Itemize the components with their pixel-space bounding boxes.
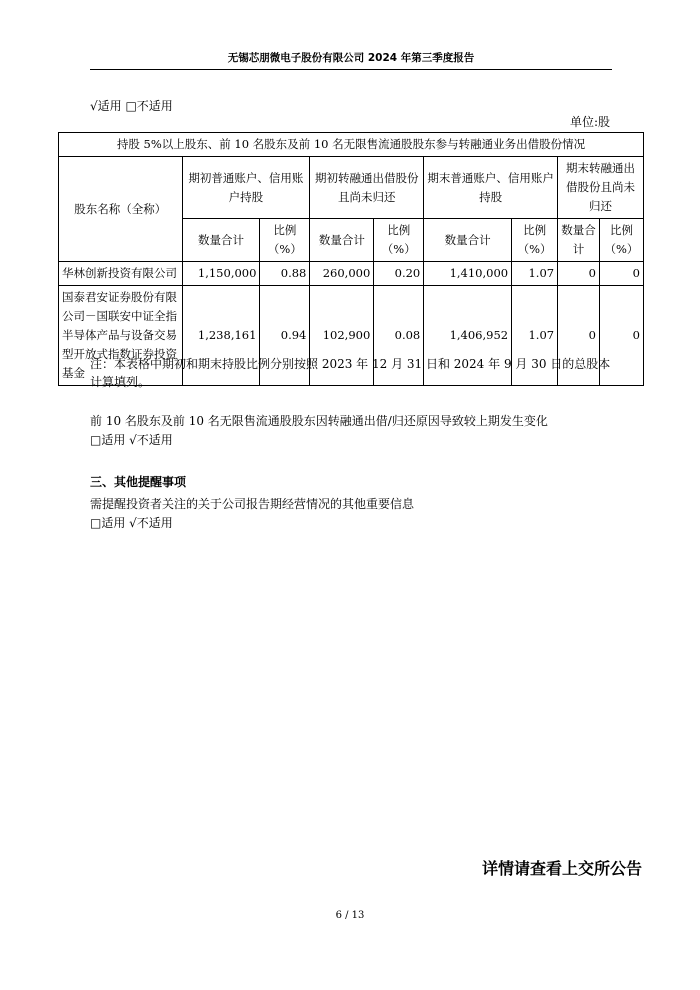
table-header-row [59, 157, 644, 219]
begin-normal-pct: 0.94 [260, 286, 310, 386]
table-row [59, 262, 644, 286]
sub-header-pct: 比例（%） [512, 219, 558, 262]
sub-header-pct: 比例（%） [260, 219, 310, 262]
col-header-name: 股东名称（全称） [59, 157, 183, 262]
end-normal-qty: 1,406,952 [424, 286, 512, 386]
begin-normal-pct: 0.88 [260, 262, 310, 286]
sub-header-qty: 数量合计 [310, 219, 374, 262]
group-header-end-lent: 期末转融通出借股份且尚未归还 [558, 157, 644, 219]
table-note: 注：本表格中期初和期末持股比例分别按照 2023 年 12 月 31 日和 2024 年 9 月 30 日的总股本计算填列。 [90, 357, 611, 389]
sub-header-qty: 数量合计 [424, 219, 512, 262]
end-lent-pct: 0 [599, 286, 643, 386]
group-header-begin-normal: 期初普通账户、信用账户持股 [182, 157, 310, 219]
section-title-other-reminders: 三、其他提醒事项 [90, 475, 187, 489]
unit-label: 单位:股 [569, 115, 610, 129]
begin-lent-qty: 102,900 [310, 286, 374, 386]
end-lent-qty: 0 [558, 286, 600, 386]
shareholder-name: 华林创新投资有限公司 [59, 262, 183, 286]
group-header-end-normal: 期末普通账户、信用账户持股 [424, 157, 558, 219]
sub-header-qty: 数量合计 [558, 219, 600, 262]
sub-header-pct: 比例（%） [374, 219, 424, 262]
applicable-option-3: □适用 √不适用 [90, 516, 173, 530]
sub-header-qty: 数量合计 [182, 219, 260, 262]
end-lent-qty: 0 [558, 262, 600, 286]
page-number: 6 / 13 [335, 910, 365, 921]
change-description: 前 10 名股东及前 10 名无限售流通股股东因转融通出借/归还原因导致较上期发生变化 [90, 414, 548, 428]
reminder-description: 需提醒投资者关注的关于公司报告期经营情况的其他重要信息 [90, 497, 415, 511]
table-title-row [59, 133, 644, 157]
page-header-title: 无锡芯朋微电子股份有限公司 2024 年第三季度报告 [90, 50, 612, 70]
end-normal-pct: 1.07 [512, 286, 558, 386]
group-header-begin-lent: 期初转融通出借股份且尚未归还 [310, 157, 424, 219]
exchange-announcement-notice: 详情请查看上交所公告 [481, 859, 642, 878]
table-title: 持股 5%以上股东、前 10 名股东及前 10 名无限售流通股股东参与转融通业务出借股份情况 [59, 133, 644, 157]
sub-header-pct: 比例（%） [599, 219, 643, 262]
begin-normal-qty: 1,150,000 [182, 262, 260, 286]
applicable-option-2: □适用 √不适用 [90, 433, 173, 447]
end-lent-pct: 0 [599, 262, 643, 286]
end-normal-pct: 1.07 [512, 262, 558, 286]
shareholder-name: 国泰君安证券股份有限公司－国联安中证全指半导体产品与设备交易型开放式指数证券投资基金 [59, 286, 183, 386]
begin-lent-pct: 0.20 [374, 262, 424, 286]
begin-lent-qty: 260,000 [310, 262, 374, 286]
begin-normal-qty: 1,238,161 [182, 286, 260, 386]
applicable-option-1: √适用 □不适用 [90, 99, 173, 113]
shareholding-table [58, 132, 644, 386]
begin-lent-pct: 0.08 [374, 286, 424, 386]
end-normal-qty: 1,410,000 [424, 262, 512, 286]
